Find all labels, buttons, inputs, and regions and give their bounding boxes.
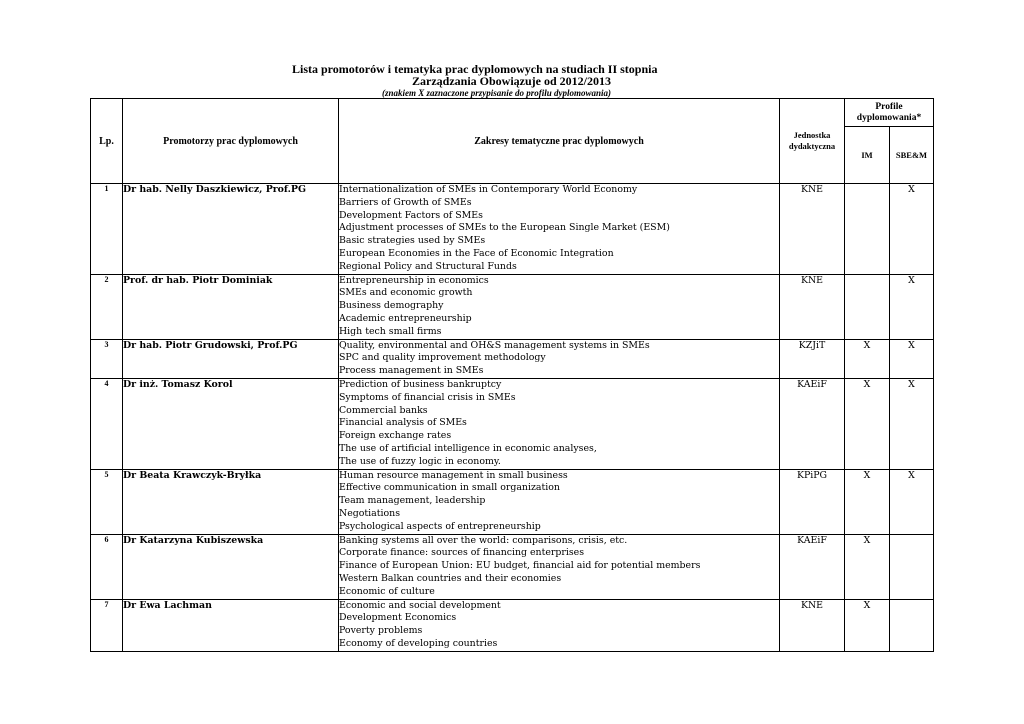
topics-cell bbox=[339, 378, 780, 469]
topic-item: Regional Policy and Structural Funds bbox=[339, 260, 517, 272]
topic-item: Corporate finance: sources of financing enterprises bbox=[339, 547, 585, 559]
im-mark: X bbox=[845, 378, 890, 469]
im-mark: X bbox=[845, 339, 890, 378]
im-mark bbox=[845, 184, 890, 275]
topic-item: Symptoms of financial crisis in SMEs bbox=[339, 391, 516, 403]
topic-item: Development Factors of SMEs bbox=[339, 209, 483, 221]
header-unit bbox=[780, 99, 845, 184]
topic-item: SMEs and economic growth bbox=[339, 287, 473, 299]
im-mark: X bbox=[845, 534, 890, 599]
im-mark bbox=[845, 274, 890, 339]
row-number: 7 bbox=[91, 599, 123, 651]
unit-cell: KZJiT bbox=[780, 339, 845, 378]
row-number: 5 bbox=[91, 469, 123, 534]
topics-cell bbox=[339, 274, 780, 339]
sbe-mark: X bbox=[890, 184, 934, 275]
document-title: Lista promotorów i tematyka prac dyplomowych na studiach II stopnia bbox=[292, 62, 658, 76]
table-row bbox=[91, 469, 934, 534]
document-title-continued: Zarządzania Obowiązuje od 2012/2013 bbox=[412, 74, 612, 88]
topic-item: Western Balkan countries and their economies bbox=[339, 572, 562, 584]
im-mark: X bbox=[845, 599, 890, 651]
topic-item: Internationalization of SMEs in Contemporary World Economy bbox=[339, 184, 638, 195]
row-number: 3 bbox=[91, 339, 123, 378]
topic-item: Academic entrepreneurship bbox=[339, 312, 472, 324]
header-sbe: SBE&M bbox=[890, 127, 934, 184]
table-row bbox=[91, 274, 934, 339]
promotor-name: Dr Katarzyna Kubiszewska bbox=[123, 534, 339, 599]
row-number: 6 bbox=[91, 534, 123, 599]
topic-item: High tech small firms bbox=[339, 325, 442, 337]
topic-item: Finance of European Union: EU budget, financial aid for potential members bbox=[339, 560, 701, 572]
document-subtitle: (znakiem X zaznaczone przypisanie do profilu dyplomowania) bbox=[382, 88, 612, 98]
topic-item: The use of fuzzy logic in economy. bbox=[339, 455, 501, 467]
topic-item: Financial analysis of SMEs bbox=[339, 417, 467, 429]
header-profile-line1: Profile bbox=[875, 101, 903, 112]
topic-item: Barriers of Growth of SMEs bbox=[339, 196, 472, 208]
topic-item: Poverty problems bbox=[339, 625, 423, 637]
table-row bbox=[91, 184, 934, 275]
header-promotor: Promotorzy prac dyplomowych bbox=[123, 99, 339, 184]
table-row bbox=[91, 378, 934, 469]
row-number: 1 bbox=[91, 184, 123, 275]
topic-item: Foreign exchange rates bbox=[339, 430, 452, 442]
topic-item: Effective communication in small organization bbox=[339, 482, 560, 494]
promotor-name: Dr hab. Piotr Grudowski, Prof.PG bbox=[123, 339, 339, 378]
header-profile bbox=[845, 99, 934, 127]
table-row bbox=[91, 339, 934, 378]
topic-item: Prediction of business bankruptcy bbox=[339, 378, 502, 390]
table-row bbox=[91, 599, 934, 651]
header-unit-line1: Jednostka bbox=[793, 130, 831, 140]
unit-cell: KAEiF bbox=[780, 534, 845, 599]
topic-item: Psychological aspects of entrepreneurship bbox=[339, 520, 541, 532]
topic-item: Business demography bbox=[339, 300, 444, 312]
promotor-name: Dr Beata Krawczyk-Bryłka bbox=[123, 469, 339, 534]
promotor-name: Dr hab. Nelly Daszkiewicz, Prof.PG bbox=[123, 184, 339, 275]
topic-item: The use of artificial intelligence in economic analyses, bbox=[339, 442, 597, 454]
topic-item: Entrepreneurship in economics bbox=[339, 274, 489, 286]
sbe-mark bbox=[890, 599, 934, 651]
sbe-mark: X bbox=[890, 378, 934, 469]
table-body bbox=[91, 184, 934, 652]
row-number: 4 bbox=[91, 378, 123, 469]
topic-item: Development Economics bbox=[339, 612, 457, 624]
unit-cell: KNE bbox=[780, 184, 845, 275]
promotor-name: Dr Ewa Lachman bbox=[123, 599, 339, 651]
topic-item: Process management in SMEs bbox=[339, 365, 484, 377]
topic-item: Economic of culture bbox=[339, 585, 435, 597]
topic-item: Basic strategies used by SMEs bbox=[339, 235, 486, 247]
topics-cell bbox=[339, 469, 780, 534]
header-topics: Zakresy tematyczne prac dyplomowych bbox=[339, 99, 780, 184]
sbe-mark: X bbox=[890, 469, 934, 534]
header-lp: Lp. bbox=[91, 99, 123, 184]
topic-item: Team management, leadership bbox=[339, 495, 486, 507]
topic-item: Human resource management in small business bbox=[339, 469, 568, 481]
sbe-mark: X bbox=[890, 339, 934, 378]
table-row bbox=[91, 534, 934, 599]
topics-cell bbox=[339, 534, 780, 599]
header-profile-line2: dyplomowania* bbox=[856, 112, 922, 123]
topic-item: SPC and quality improvement methodology bbox=[339, 352, 546, 364]
topic-item: Quality, environmental and OH&S management systems in SMEs bbox=[339, 339, 650, 351]
header-unit-line2: dydaktyczna bbox=[788, 141, 836, 151]
topics-cell bbox=[339, 599, 780, 651]
im-mark: X bbox=[845, 469, 890, 534]
topic-item: Economy of developing countries bbox=[339, 637, 498, 649]
promotors-table bbox=[90, 98, 934, 652]
unit-cell: KNE bbox=[780, 599, 845, 651]
unit-cell: KAEiF bbox=[780, 378, 845, 469]
promotor-name: Prof. dr hab. Piotr Dominiak bbox=[123, 274, 339, 339]
promotor-name: Dr inż. Tomasz Korol bbox=[123, 378, 339, 469]
row-number: 2 bbox=[91, 274, 123, 339]
topic-item: Commercial banks bbox=[339, 404, 428, 416]
unit-cell: KNE bbox=[780, 274, 845, 339]
topic-item: Economic and social development bbox=[339, 599, 501, 611]
topic-item: European Economies in the Face of Economic Integration bbox=[339, 247, 614, 259]
sbe-mark bbox=[890, 534, 934, 599]
unit-cell: KPiPG bbox=[780, 469, 845, 534]
topic-item: Adjustment processes of SMEs to the European Single Market (ESM) bbox=[339, 222, 670, 234]
header-im: IM bbox=[845, 127, 890, 184]
topic-item: Banking systems all over the world: comparisons, crisis, etc. bbox=[339, 534, 628, 546]
sbe-mark: X bbox=[890, 274, 934, 339]
topics-cell bbox=[339, 184, 780, 275]
topics-cell bbox=[339, 339, 780, 378]
topic-item: Negotiations bbox=[339, 507, 401, 519]
